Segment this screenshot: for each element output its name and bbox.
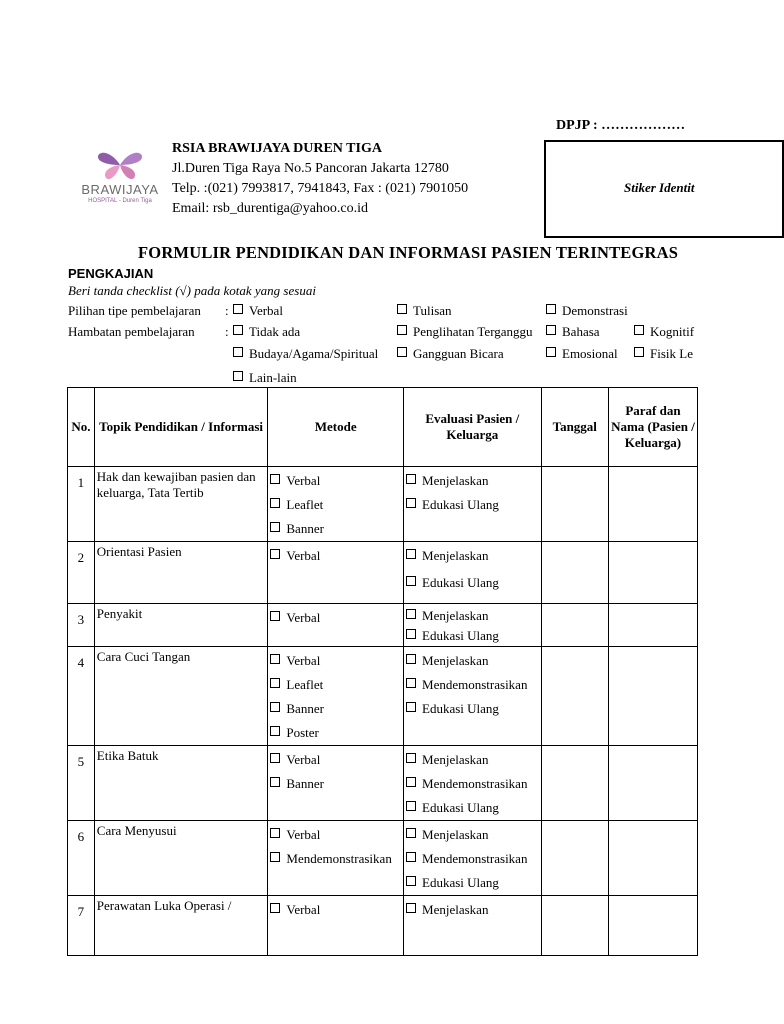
checkbox-option[interactable]: Bahasa xyxy=(546,324,600,340)
evaluation-label: Edukasi Ulang xyxy=(422,497,499,512)
checkbox-icon[interactable] xyxy=(270,498,280,508)
row-number: 5 xyxy=(68,746,95,821)
method-checkbox-option[interactable] xyxy=(268,493,403,517)
row-methods xyxy=(268,542,404,604)
learning-type-colon: : xyxy=(225,303,229,318)
instruction-text: Beri tanda checklist (√) pada kotak yang sesuai xyxy=(68,283,316,298)
hospital-phone: Telp. :(021) 7993817, 7941843, Fax : (021) 7901050 xyxy=(172,181,469,196)
evaluation-label: Edukasi Ulang xyxy=(422,800,499,815)
method-checkbox-option[interactable] xyxy=(268,544,403,568)
checkbox-icon[interactable] xyxy=(406,801,416,811)
method-label: Leaflet xyxy=(286,497,324,512)
checkbox-option[interactable]: Gangguan Bicara xyxy=(397,346,504,362)
evaluation-checkbox-option[interactable] xyxy=(404,697,541,721)
checkbox-icon[interactable] xyxy=(634,325,644,335)
row-methods xyxy=(268,746,404,821)
checkbox-icon[interactable] xyxy=(634,347,644,357)
checkbox-icon[interactable] xyxy=(406,876,416,886)
method-label: Mendemonstrasikan xyxy=(286,851,392,866)
checkbox-icon[interactable] xyxy=(270,654,280,664)
evaluation-label: Edukasi Ulang xyxy=(422,575,499,590)
evaluation-label: Edukasi Ulang xyxy=(422,875,499,890)
method-label: Verbal xyxy=(286,827,321,842)
checkbox-icon[interactable] xyxy=(406,903,416,913)
checkbox-option[interactable]: Fisik Le xyxy=(634,346,693,362)
table-row xyxy=(68,647,698,746)
checkbox-option[interactable]: Tulisan xyxy=(397,303,452,319)
method-checkbox-option[interactable] xyxy=(268,772,403,796)
checkbox-icon[interactable] xyxy=(406,828,416,838)
checkbox-icon[interactable] xyxy=(406,702,416,712)
checkbox-icon[interactable] xyxy=(406,474,416,484)
evaluation-checkbox-option[interactable] xyxy=(404,847,541,871)
checkbox-icon[interactable] xyxy=(233,371,243,381)
evaluation-checkbox-option[interactable] xyxy=(404,796,541,820)
table-row xyxy=(68,542,698,604)
row-topic: Cara Menyusui xyxy=(94,821,268,896)
hospital-name: RSIA BRAWIJAYA DUREN TIGA xyxy=(172,141,382,156)
evaluation-label: Mendemonstrasikan xyxy=(422,776,528,791)
barrier-colon: : xyxy=(225,324,229,339)
checkbox-icon[interactable] xyxy=(270,611,280,621)
row-evaluations xyxy=(404,467,542,542)
method-checkbox-option[interactable] xyxy=(268,673,403,697)
method-checkbox-option[interactable] xyxy=(268,469,403,493)
checkbox-icon[interactable] xyxy=(406,654,416,664)
row-topic: Penyakit xyxy=(94,604,268,647)
checkbox-option[interactable]: Tidak ada xyxy=(233,324,300,340)
checkbox-icon[interactable] xyxy=(270,828,280,838)
checkbox-icon[interactable] xyxy=(406,549,416,559)
sticker-label: Stiker Identit xyxy=(624,180,695,195)
row-number: 2 xyxy=(68,542,95,604)
checkbox-icon[interactable] xyxy=(270,903,280,913)
row-evaluations xyxy=(404,746,542,821)
row-date-cell[interactable] xyxy=(541,467,608,542)
col-header-no: No. xyxy=(68,388,95,467)
evaluation-label: Menjelaskan xyxy=(422,827,489,842)
row-number: 4 xyxy=(68,647,95,746)
logo-subtitle: HOSPITAL - Duren Tiga xyxy=(88,198,152,204)
row-methods xyxy=(268,821,404,896)
row-methods xyxy=(268,647,404,746)
evaluation-checkbox-option[interactable] xyxy=(404,568,541,598)
checkbox-icon[interactable] xyxy=(406,753,416,763)
col-header-date: Tanggal xyxy=(541,388,608,467)
row-sign-cell[interactable] xyxy=(608,821,697,896)
checkbox-option[interactable]: Demonstrasi xyxy=(546,303,628,319)
checkbox-icon[interactable] xyxy=(406,609,416,619)
checkbox-icon[interactable] xyxy=(546,347,556,357)
hospital-email: Email: rsb_durentiga@yahoo.co.id xyxy=(172,201,369,216)
row-topic: Perawatan Luka Operasi / xyxy=(94,896,268,956)
col-header-evaluation: Evaluasi Pasien / Keluarga xyxy=(404,388,542,467)
checkbox-icon[interactable] xyxy=(406,852,416,862)
checkbox-icon[interactable] xyxy=(397,325,407,335)
evaluation-label: Menjelaskan xyxy=(422,902,489,917)
checkbox-icon[interactable] xyxy=(397,347,407,357)
checkbox-icon[interactable] xyxy=(233,347,243,357)
table-row xyxy=(68,604,698,647)
checkbox-icon[interactable] xyxy=(270,549,280,559)
row-date-cell[interactable] xyxy=(541,821,608,896)
method-label: Verbal xyxy=(286,610,321,625)
method-checkbox-option[interactable] xyxy=(268,898,403,922)
evaluation-checkbox-option[interactable] xyxy=(404,673,541,697)
evaluation-label: Menjelaskan xyxy=(422,548,489,563)
method-label: Verbal xyxy=(286,548,321,563)
checkbox-option[interactable]: Verbal xyxy=(233,303,283,319)
row-number: 1 xyxy=(68,467,95,542)
method-label: Banner xyxy=(286,776,324,791)
method-checkbox-option[interactable] xyxy=(268,697,403,721)
row-sign-cell[interactable] xyxy=(608,896,697,956)
row-date-cell[interactable] xyxy=(541,896,608,956)
table-row xyxy=(68,467,698,542)
row-topic: Cara Cuci Tangan xyxy=(94,647,268,746)
checkbox-icon[interactable] xyxy=(233,325,243,335)
evaluation-checkbox-option[interactable] xyxy=(404,871,541,895)
col-header-method: Metode xyxy=(268,388,404,467)
row-sign-cell[interactable] xyxy=(608,746,697,821)
method-checkbox-option[interactable] xyxy=(268,748,403,772)
barrier-label: Hambatan pembelajaran xyxy=(68,324,195,339)
table-row xyxy=(68,821,698,896)
method-checkbox-option[interactable] xyxy=(268,517,403,541)
col-header-sign: Paraf dan Nama (Pasien / Keluarga) xyxy=(608,388,697,467)
butterfly-logo-icon xyxy=(78,148,162,182)
row-sign-cell[interactable] xyxy=(608,647,697,746)
evaluation-label: Menjelaskan xyxy=(422,752,489,767)
method-label: Verbal xyxy=(286,902,321,917)
checkbox-icon[interactable] xyxy=(270,702,280,712)
method-checkbox-option[interactable] xyxy=(268,823,403,847)
learning-type-label: Pilihan tipe pembelajaran xyxy=(68,303,201,318)
evaluation-checkbox-option[interactable] xyxy=(404,493,541,517)
evaluation-label: Edukasi Ulang xyxy=(422,701,499,716)
method-label: Verbal xyxy=(286,473,321,488)
row-topic: Hak dan kewajiban pasien dan keluarga, Tata Tertib xyxy=(94,467,268,542)
evaluation-checkbox-option[interactable] xyxy=(404,772,541,796)
evaluation-label: Edukasi Ulang xyxy=(422,628,499,643)
evaluation-label: Mendemonstrasikan xyxy=(422,851,528,866)
form-title: FORMULIR PENDIDIKAN DAN INFORMASI PASIEN TERINTEGRAS xyxy=(138,243,679,262)
row-sign-cell[interactable] xyxy=(608,542,697,604)
row-topic: Orientasi Pasien xyxy=(94,542,268,604)
row-number: 6 xyxy=(68,821,95,896)
section-heading: PENGKAJIAN xyxy=(68,266,154,281)
checkbox-icon[interactable] xyxy=(270,852,280,862)
row-methods xyxy=(268,467,404,542)
evaluation-checkbox-option[interactable] xyxy=(404,626,541,646)
evaluation-checkbox-option[interactable] xyxy=(404,649,541,673)
table-header-row xyxy=(68,388,698,467)
row-date-cell[interactable] xyxy=(541,542,608,604)
checkbox-icon[interactable] xyxy=(546,304,556,314)
checkbox-icon[interactable] xyxy=(397,304,407,314)
evaluation-checkbox-option[interactable] xyxy=(404,823,541,847)
hospital-logo xyxy=(78,148,162,210)
checkbox-option[interactable]: Budaya/Agama/Spiritual xyxy=(233,346,378,362)
evaluation-checkbox-option[interactable] xyxy=(404,748,541,772)
row-methods xyxy=(268,896,404,956)
checkbox-icon[interactable] xyxy=(406,629,416,639)
checkbox-icon[interactable] xyxy=(406,498,416,508)
row-number: 7 xyxy=(68,896,95,956)
checkbox-option[interactable]: Lain-lain xyxy=(233,370,297,386)
method-checkbox-option[interactable] xyxy=(268,721,403,745)
row-sign-cell[interactable] xyxy=(608,467,697,542)
method-checkbox-option[interactable] xyxy=(268,649,403,673)
row-evaluations xyxy=(404,896,542,956)
evaluation-label: Menjelaskan xyxy=(422,608,489,623)
evaluation-checkbox-option[interactable] xyxy=(404,606,541,626)
evaluation-label: Menjelaskan xyxy=(422,473,489,488)
table-row xyxy=(68,896,698,956)
checkbox-icon[interactable] xyxy=(406,777,416,787)
method-checkbox-option[interactable] xyxy=(268,606,403,630)
row-evaluations xyxy=(404,821,542,896)
logo-wordmark: BRAWIJAYA xyxy=(81,182,159,197)
row-evaluations xyxy=(404,604,542,647)
row-methods xyxy=(268,604,404,647)
row-date-cell[interactable] xyxy=(541,604,608,647)
checkbox-option[interactable]: Kognitif xyxy=(634,324,694,340)
checkbox-icon[interactable] xyxy=(406,678,416,688)
row-topic: Etika Batuk xyxy=(94,746,268,821)
evaluation-label: Mendemonstrasikan xyxy=(422,677,528,692)
checkbox-icon[interactable] xyxy=(233,304,243,314)
checkbox-icon[interactable] xyxy=(270,777,280,787)
hospital-address: Jl.Duren Tiga Raya No.5 Pancoran Jakarta 12780 xyxy=(172,161,449,176)
evaluation-checkbox-option[interactable] xyxy=(404,898,541,922)
method-label: Banner xyxy=(286,701,324,716)
checkbox-option[interactable]: Emosional xyxy=(546,346,618,362)
evaluation-checkbox-option[interactable] xyxy=(404,469,541,493)
row-number: 3 xyxy=(68,604,95,647)
evaluation-checkbox-option[interactable] xyxy=(404,544,541,568)
checkbox-icon[interactable] xyxy=(270,726,280,736)
checkbox-icon[interactable] xyxy=(270,753,280,763)
method-label: Poster xyxy=(286,725,319,740)
patient-sticker-box xyxy=(544,140,784,238)
table-row xyxy=(68,746,698,821)
row-evaluations xyxy=(404,647,542,746)
checkbox-icon[interactable] xyxy=(406,576,416,586)
checkbox-icon[interactable] xyxy=(270,474,280,484)
method-checkbox-option[interactable] xyxy=(268,847,403,871)
row-sign-cell[interactable] xyxy=(608,604,697,647)
evaluation-label: Menjelaskan xyxy=(422,653,489,668)
method-label: Banner xyxy=(286,521,324,536)
method-label: Leaflet xyxy=(286,677,324,692)
row-date-cell[interactable] xyxy=(541,746,608,821)
education-table xyxy=(67,387,698,956)
checkbox-icon[interactable] xyxy=(546,325,556,335)
row-date-cell[interactable] xyxy=(541,647,608,746)
row-evaluations xyxy=(404,542,542,604)
dpjp-label: DPJP : ……………… xyxy=(556,118,686,133)
checkbox-icon[interactable] xyxy=(270,678,280,688)
checkbox-option[interactable]: Penglihatan Terganggu xyxy=(397,324,533,340)
method-label: Verbal xyxy=(286,653,321,668)
checkbox-icon[interactable] xyxy=(270,522,280,532)
method-label: Verbal xyxy=(286,752,321,767)
col-header-topic: Topik Pendidikan / Informasi xyxy=(94,388,268,467)
